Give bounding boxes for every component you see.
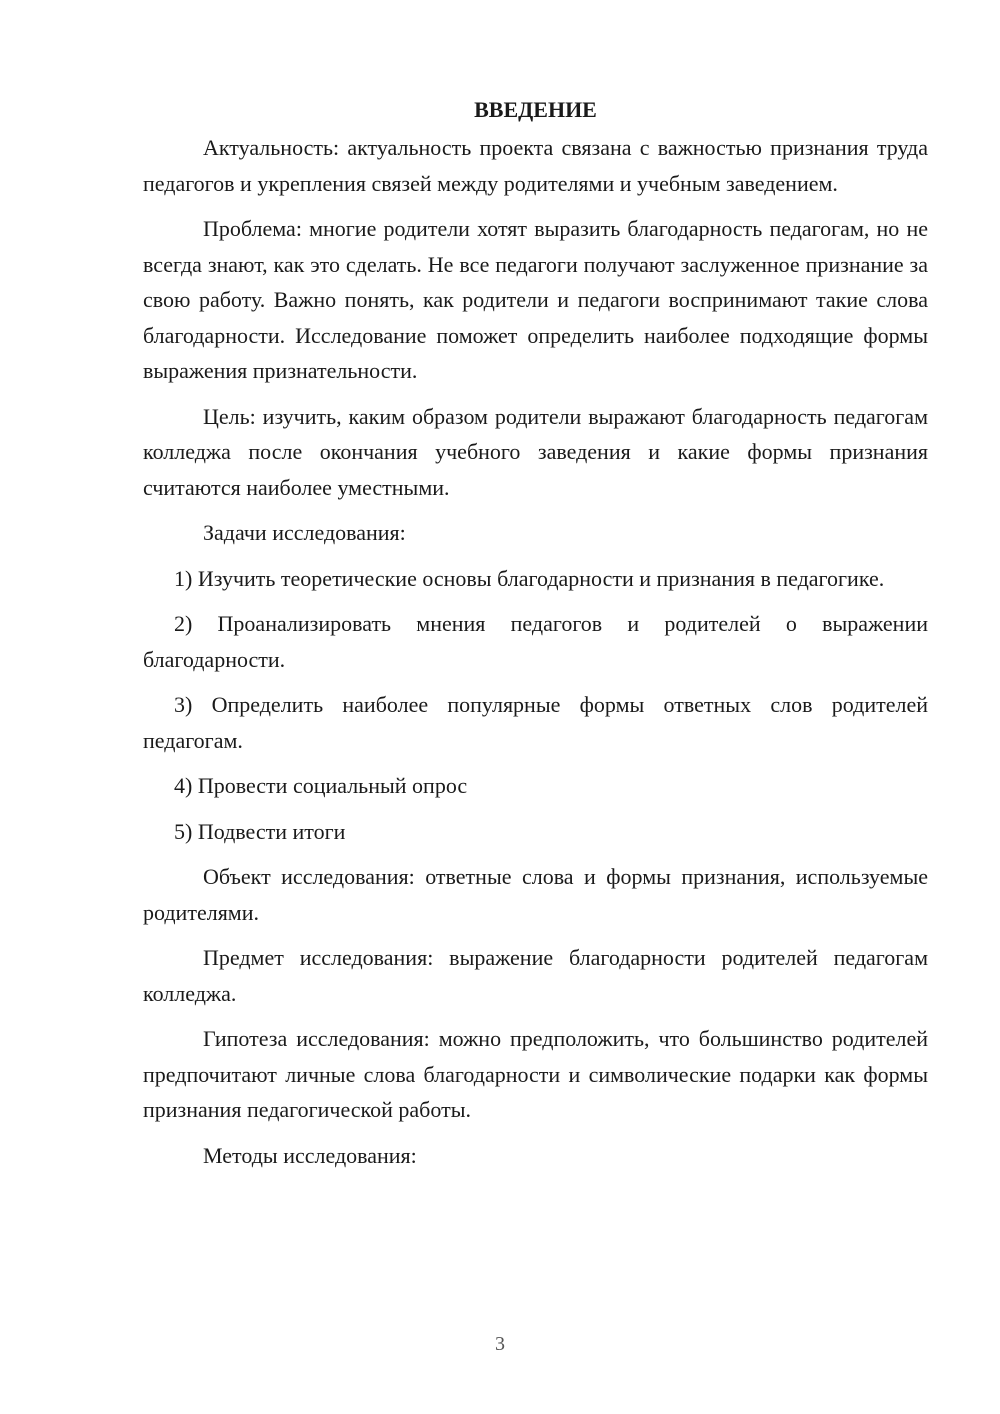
paragraph-subject: Предмет исследования: выражение благодарности родителей педагогам колледжа. <box>143 945 928 1006</box>
paragraph-tasks-heading: Задачи исследования: <box>203 520 406 545</box>
paragraph-object: Объект исследования: ответные слова и формы признания, используемые родителями. <box>143 864 928 925</box>
document-page <box>143 92 928 1183</box>
paragraph-hypothesis: Гипотеза исследования: можно предположить, что большинство родителей предпочитают личные слова благодарности и символические подарки как формы признания педагогической работы. <box>143 1026 928 1122</box>
task-item-4: 4) Провести социальный опрос <box>174 773 468 798</box>
paragraph-goal: Цель: изучить, каким образом родители выражают благодарность педагогам колледжа после окончания учебного заведения и какие формы признания считаются наиболее уместными. <box>143 403 928 500</box>
paragraph-relevance: Актуальность: актуальность проекта связана с важностью признания труда педагогов и укрепления связей между родителями и учебным заведением. <box>143 135 928 196</box>
task-item-5: 5) Подвести итоги <box>174 818 346 844</box>
paragraph-problem: Проблема: многие родители хотят выразить благодарность педагогам, но не всегда знают, как это сделать. Не все педагоги получают заслуженное признание за свою работу. Важно понять, как родители и педагоги воспринимают такие слова благодарности. Исследование поможет определить наиболее подходящие формы выражения признательности. <box>143 216 928 383</box>
task-item-3: 3) Определить наиболее популярные формы ответных слов родителей педагогам. <box>143 692 928 753</box>
paragraph-methods: Методы исследования: <box>203 1142 417 1168</box>
task-item-2: 2) Проанализировать мнения педагогов и родителей о выражении благодарности. <box>143 611 928 672</box>
page-number: 3 <box>495 1333 505 1355</box>
task-item-1: 1) Изучить теоретические основы благодарности и признания в педагогике. <box>174 565 885 591</box>
section-title: ВВЕДЕНИЕ <box>474 97 597 122</box>
